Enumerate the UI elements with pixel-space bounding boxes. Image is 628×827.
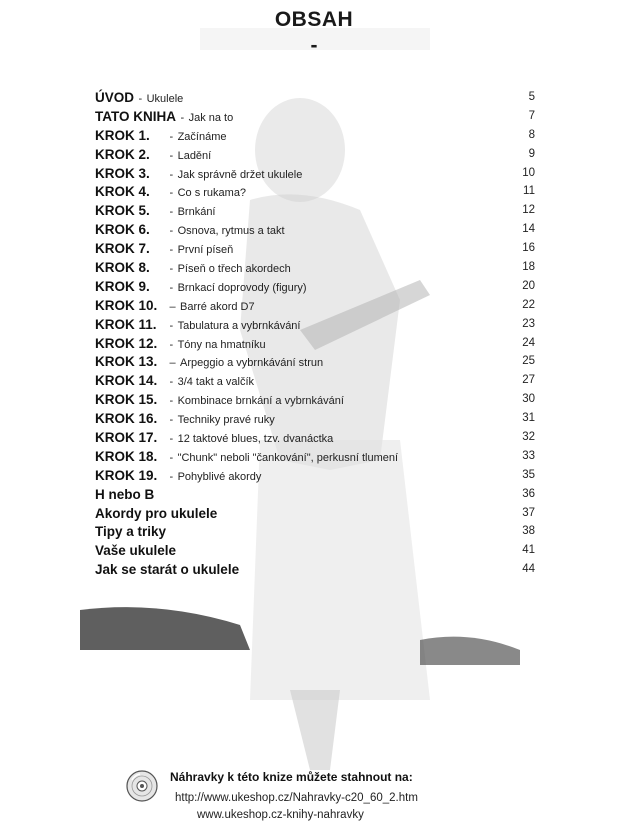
toc-row-krok-12 [95,335,535,354]
toc-page-number: 38 [522,525,535,538]
toc-page-number: 31 [522,412,535,425]
toc-label: KROK 8. [95,260,150,276]
toc-page-number: 23 [522,317,535,330]
toc-row-krok-14 [95,372,535,391]
toc-separator: - [169,225,174,238]
toc-separator: - [169,149,174,162]
toc-page-number: 16 [522,242,535,255]
toc-row-krok-4 [95,183,535,202]
toc-row-krok-2 [95,146,535,165]
download-site[interactable]: www.ukeshop.cz-knihy-nahravky [197,809,364,821]
toc-label: Akordy pro ukulele [95,505,218,521]
toc-label: Tipy a triky [95,524,167,540]
toc-label: KROK 9. [95,278,150,294]
toc-row-krok-6 [95,221,535,240]
toc-description: Barré akord D7 [180,300,255,313]
toc-separator: - [169,395,174,408]
toc-separator: - [169,130,174,143]
toc-page-number: 22 [522,298,535,311]
toc-separator: - [169,206,174,219]
toc-description: Tóny na hmatníku [177,338,266,351]
toc-row-krok-13 [95,353,535,372]
toc-separator: - [169,470,174,483]
photo-rocks-right [420,637,520,665]
page-title: OBSAH [274,8,354,31]
toc-label: KROK 12. [95,335,158,351]
toc-description: Pohyblivé akordy [177,470,262,483]
toc-label: KROK 11. [95,316,157,332]
toc-description: Techniky pravé ruky [177,414,275,427]
toc-description: Píseň o třech akordech [177,263,291,276]
toc-label: KROK 19. [95,467,158,483]
toc-label: H nebo B [95,486,155,502]
toc-page-number: 24 [522,336,535,349]
toc-description: Jak na to [188,111,234,124]
toc-row-akordy [95,505,535,524]
toc-page-number: 32 [522,431,535,444]
toc-description: Začínáme [177,130,227,143]
toc-label: KROK 6. [95,222,150,238]
photo-rocks [80,607,250,650]
toc-page-number: 5 [528,91,535,103]
toc-description: Kombinace brnkání a vybrnkávání [177,395,344,408]
toc-page-number: 20 [522,279,535,292]
toc-description: První píseň [177,244,234,257]
toc-page-number: 8 [528,128,535,141]
toc-label: KROK 1. [95,127,150,143]
toc-label: TATO KNIHA [95,108,176,124]
toc-separator: - [169,319,174,332]
toc-separator: - [169,433,174,446]
toc-separator: - [169,168,174,181]
toc-page-number: 35 [522,468,535,481]
toc-page-number: 10 [522,166,535,179]
toc-description: Arpeggio a vybrnkávání strun [180,357,324,370]
toc-separator: - [169,281,174,294]
toc-row-krok-15 [95,391,535,410]
toc-row-tato-kniha [95,108,535,127]
toc-separator: – [169,357,176,370]
toc-label: Jak se starát o ukulele [95,562,240,578]
toc-row-h-nebo-b [95,486,535,505]
toc-row-krok-16 [95,410,535,429]
download-url[interactable]: http://www.ukeshop.cz/Nahravky-c20_60_2.htm [175,792,418,804]
toc-label: KROK 17. [95,430,158,446]
toc-label: KROK 10. [95,297,158,313]
toc-page-number: 25 [522,355,535,368]
toc-label: KROK 16. [95,411,158,427]
toc-row-krok-10 [95,297,535,316]
toc-row-vase-ukulele [95,542,535,561]
toc-separator: - [169,451,174,464]
toc-description: Osnova, rytmus a takt [177,225,285,238]
toc-description: 3/4 takt a valčík [177,376,255,389]
toc-description: 12 taktové blues, tzv. dvanáctka [177,433,334,446]
toc-page-number: 14 [522,223,535,236]
toc-row-krok-1 [95,127,535,146]
toc-page-number: 36 [522,487,535,500]
toc-page-number: 27 [522,374,535,387]
toc-row-krok-9 [95,278,535,297]
toc-separator: - [169,338,174,351]
toc-label: Vaše ukulele [95,543,177,559]
toc-label: KROK 5. [95,203,150,219]
toc-separator: - [169,376,174,389]
toc-label: KROK 7. [95,241,150,257]
toc-description: "Chunk" neboli "čankování", perkusní tlumení [177,451,399,464]
toc-separator: - [169,244,174,257]
toc-page-number: 7 [528,109,535,122]
table-of-contents [95,89,535,580]
toc-description: Tabulatura a vybrnkávání [177,319,301,332]
toc-label: KROK 3. [95,165,150,181]
toc-separator: - [169,187,174,200]
toc-row-krok-17 [95,429,535,448]
toc-page-number: 33 [522,449,535,462]
toc-row-uvod [95,89,535,108]
toc-page-number: 41 [522,544,535,557]
toc-page-number: 30 [522,393,535,406]
toc-separator: – [169,300,176,313]
toc-label: KROK 4. [95,184,150,200]
toc-description: Ukulele [146,93,184,105]
toc-separator: - [169,414,174,427]
toc-label: ÚVOD [95,90,135,105]
toc-label: KROK 13. [95,354,158,370]
toc-label: KROK 2. [95,146,150,162]
cd-disc-icon [126,770,158,802]
toc-description: Jak správně držet ukulele [177,168,303,181]
toc-page-number: 12 [522,204,535,217]
toc-separator: - [138,93,143,105]
toc-label: KROK 15. [95,392,158,408]
toc-page-number: 37 [522,506,535,519]
toc-row-krok-11 [95,316,535,335]
toc-row-tipy [95,523,535,542]
toc-description: Ladění [177,149,212,162]
toc-page-number: 11 [523,185,535,198]
toc-row-krok-19 [95,467,535,486]
toc-row-jak-se-starat [95,561,535,580]
title-dash: - [310,34,318,57]
toc-description: Brnkací doprovody (figury) [177,281,307,294]
toc-description: Brnkání [177,206,216,219]
toc-label: KROK 18. [95,448,158,464]
toc-separator: - [169,263,174,276]
toc-label: KROK 14. [95,373,158,389]
photo-legs [290,690,340,770]
toc-row-krok-3 [95,165,535,184]
toc-row-krok-5 [95,202,535,221]
toc-page-number: 9 [528,147,535,160]
toc-separator: - [180,111,185,124]
toc-page-number: 18 [522,261,535,274]
toc-row-krok-7 [95,240,535,259]
toc-row-krok-18 [95,448,535,467]
toc-page-number: 44 [522,563,535,576]
download-heading: Náhravky k této knize můžete stahnout na: [170,770,413,784]
toc-row-krok-8 [95,259,535,278]
toc-description: Co s rukama? [177,187,247,200]
